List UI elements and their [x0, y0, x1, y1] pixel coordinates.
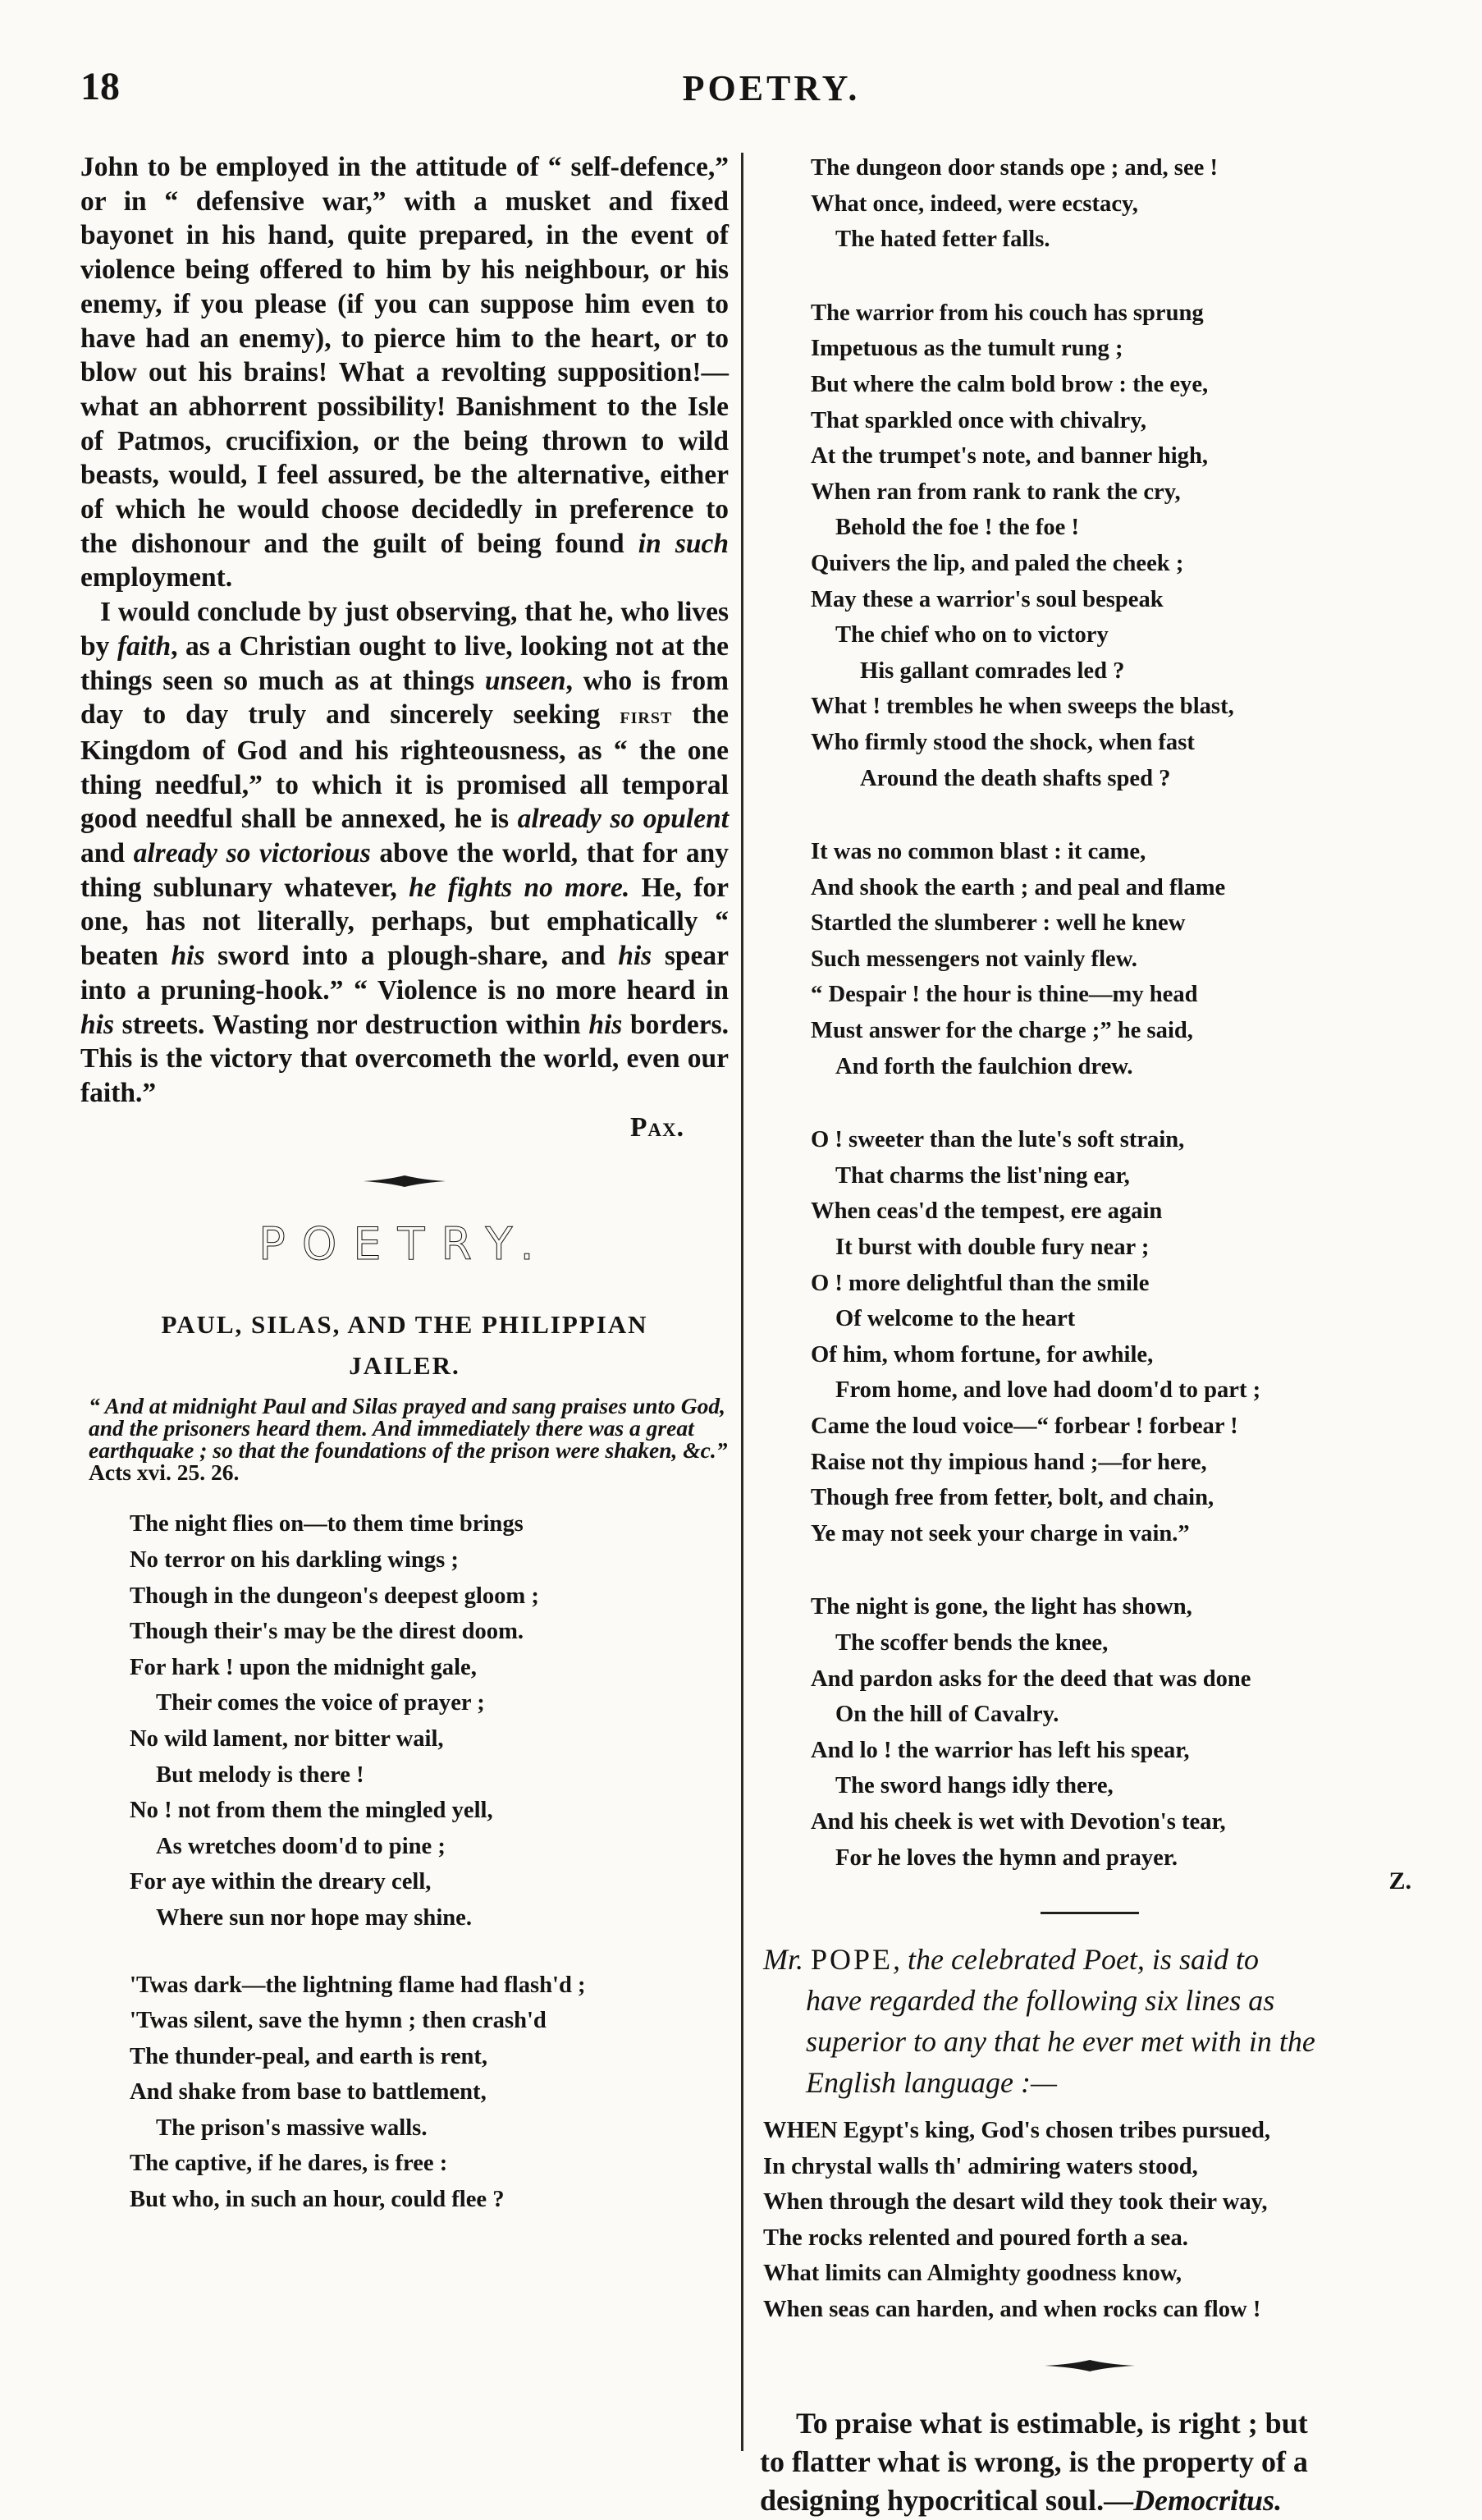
left-column — [80, 150, 729, 2249]
page-header — [80, 64, 1413, 113]
ornament-icon — [1045, 2358, 1135, 2373]
essay-conclusion — [80, 150, 729, 1144]
democritus-quote: To praise what is estimable, is right ; but to flatter what is wrong, is the property of a designing hypocritical soul.—Democritus. — [760, 2407, 1308, 2518]
short-rule-divider — [1041, 1912, 1139, 1914]
poem-stanza-3: The dungeon door stands ope ; and, see ! What once, indeed, were ecstacy, The hated fetter falls. — [811, 155, 1218, 253]
poem-stanza-2: 'Twas dark—the lightning flame had flash'd ; 'Twas silent, save the hymn ; then crash'd The thunder-peal, and earth is rent, And shake from base to battlement, The prison's massive walls. The captive, if he dares, is free : But who, in such an hour, could flee ? — [130, 1972, 586, 2213]
poem-stanza-7: The night is gone, the light has shown, The scoffer bends the knee, And pardon asks for the deed that was done On the hill of Cavalry. And lo ! the warrior has left his spear, The sword hangs idly there, And his cheek is wet with Devotion's tear, For he loves the hymn and prayer. — [811, 1594, 1251, 1871]
right-column — [753, 150, 1426, 2520]
pope-quoted-lines: WHEN Egypt's king, God's chosen tribes pursued, In chrystal walls th' admiring waters stood, When through the desart wild they took their way, The rocks relented and poured forth a sea. What limits can Almighty goodness know, When seas can harden, and when rocks can flow ! — [763, 2118, 1271, 2322]
poem-stanza-5: It was no common blast : it came, And shook the earth ; and peal and flame Startled the slumberer : well he knew Such messengers not vainly flew. “ Despair ! the hour is thine—my head Must answer for the charge ;” he said, And forth the faulchion drew. — [811, 839, 1226, 1079]
section-title: POETRY. — [258, 1218, 551, 1271]
poem-signature: Z. — [1388, 1867, 1411, 1895]
essay-signature: Pax. — [629, 1111, 684, 1143]
pope-introduction: Mr. POPE, the celebrated Poet, is said to have regarded the following six lines as superior to any that he ever met with in the English language :— — [763, 1943, 1315, 2100]
ornament-icon — [364, 1174, 446, 1189]
paragraph-2: I would conclude by just observing, that he, who lives by faith, as a Christian ought to live, looking not at the things seen so much as at things unseen, who is from day to day truly and sincerely seeking first the Kingdom of God and his righteousness, as “ the one thing needful,” to which it is promised all temporal good needful shall be annexed, he is already so opulent and already so victorious above the world, that for any thing sublunary whatever, he fights no more. He, for one, has not literally, perhaps, but emphatically “ beaten his sword into a plough-share, and his spear into a pruning-hook.” “ Violence is no more heard in his streets. Wasting nor destruction within his borders. This is the victory that overcometh the world, even our faith.” — [80, 597, 730, 1108]
ornament-divider-2 — [753, 2347, 1426, 2385]
poem-title: PAUL, SILAS, AND THE PHILIPPIAN JAILER. — [161, 1310, 648, 1381]
poem-stanza-1: The night flies on—to them time brings No terror on his darkling wings ; Though in the dungeon's deepest gloom ; Though their's may be the direst doom. For hark ! upon the midnight gale, Their comes the voice of prayer ; No wild lament, nor bitter wail, But melody is there ! No ! not from them the mingled yell, As wretches doom'd to pine ; For aye within the dreary cell, Where sun nor hope may shine. — [130, 1511, 539, 1931]
running-head: POETRY. — [682, 68, 861, 108]
ornament-divider — [80, 1162, 729, 1200]
column-divider — [741, 153, 743, 2451]
page-number: 18 — [80, 65, 120, 108]
poem-stanza-6: O ! sweeter than the lute's soft strain, That charms the list'ning ear, When ceas'd the tempest, ere again It burst with double fury near ; O ! more delightful than the smile Of welcome to the heart Of him, whom fortune, for awhile, From home, and love had doom'd to part ; Came the loud voice—“ forbear ! forbear ! Raise not thy impious hand ;—for here, Though free from fetter, bolt, and chain, Ye may not seek your charge in vain.” — [811, 1127, 1261, 1546]
epigraph: “ And at midnight Paul and Silas prayed and sang praises unto God, and the prisoners heard them. And immediately there was a great earthquake ; so that the foundations of the prison were shaken, &c.” Acts xvi. 25. 26. — [89, 1393, 728, 1486]
poem-stanza-4: The warrior from his couch has sprung Impetuous as the tumult rung ; But where the calm bold brow : the eye, That sparkled once with chivalry, At the trumpet's note, and banner high, When ran from rank to rank the cry, Behold the foe ! the foe ! Quivers the lip, and paled the cheek ; May these a warrior's soul bespeak The chief who on to victory His gallant comrades led ? What ! trembles he when sweeps the blast, Who firmly stood the shock, when fast Around the death shafts sped ? — [811, 300, 1234, 791]
paragraph-1: John to be employed in the attitude of “ self-defence,” or in “ defensive war,” with a musket and fixed bayonet in his hand, quite prepared, in the event of violence being offered to him by his neighbour, or his enemy, if you please (if you can suppose him even to have had an enemy), to pierce him to the heart, or to blow out his brains! What a revolting supposition!—what an abhorrent possibility! Banishment to the Isle of Patmos, crucifixion, or the being thrown to wild beasts, would, I feel assured, be the alternative, either of which he would choose decidedly in preference to the dishonour and the guilt of being found in such employment. — [80, 152, 729, 593]
